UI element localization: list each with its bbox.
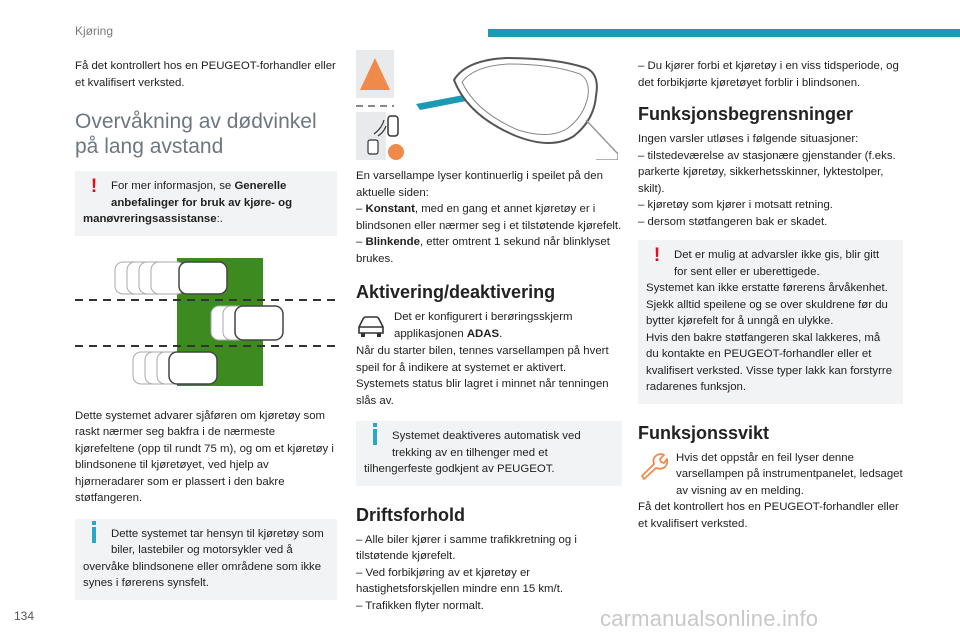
mirror-illustration bbox=[356, 50, 618, 160]
condition-4: – Du kjører forbi et kjøretøy i en viss tidsperiode, og det forbikjørte kjøretøyet forblir i blindsonen. bbox=[638, 60, 899, 89]
activation-paragraph: Når du starter bilen, tennes varsellampen på hvert speil for å indikere at systemet er aktivert. Systemets status blir lagret i minnet når tenningen slås av. bbox=[356, 345, 609, 407]
constant-text: , med en gang et annet kjøretøy er i blindsonen eller nærmer seg i et tilstøtende kjørefelt. bbox=[356, 203, 622, 232]
note-link-text: Generelle anbefalinger for bruk av kjøre- og manøvreringsassistanse bbox=[83, 180, 293, 225]
info-icon bbox=[85, 526, 103, 544]
limit-1: – tilstedeværelse av stasjonære gjenstander (f.eks. parkerte kjøretøy, sikkerhetsskinner, lyktestolper, skilt). bbox=[638, 149, 896, 195]
wrench-icon bbox=[638, 452, 668, 480]
config-row bbox=[356, 309, 622, 343]
intro-paragraph: Få det kontrollert hos en PEUGEOT-forhandler eller et kvalifisert verksted. bbox=[75, 60, 336, 89]
blind-spot-illustration bbox=[75, 254, 337, 394]
fault-row bbox=[638, 450, 903, 500]
adas-label: ADAS bbox=[466, 327, 500, 340]
column-3 bbox=[638, 58, 903, 532]
note-text: Systemet deaktiveres automatisk ved trekking av en tilhenger med et tilhengerfeste godkjent av PEUGEOT. bbox=[364, 430, 581, 475]
condition-3: – Trafikken flyter normalt. bbox=[356, 599, 484, 612]
limits-heading: Funksjonsbegrensninger bbox=[638, 104, 854, 124]
info-note bbox=[75, 519, 337, 600]
column-2 bbox=[356, 50, 622, 614]
mirror-lamp-paragraph: En varsellampe lyser kontinuerlig i speilet på den aktuelle siden: bbox=[356, 170, 603, 199]
warning-note bbox=[75, 171, 337, 236]
operating-heading: Driftsforhold bbox=[356, 504, 465, 525]
section-heading: Overvåkning av dødvinkel på lang avstand bbox=[75, 110, 317, 158]
config-end: . bbox=[499, 327, 503, 340]
activation-heading: Aktivering/deaktivering bbox=[356, 282, 556, 302]
flashing-text: , etter omtrent 1 sekund når blinklyset brukes. bbox=[356, 236, 610, 265]
note-text: Det er mulig at advarsler ikke gis, blir gitt for sent eller er uberettigede. Systemet kan ikke erstatte førerens årvåkenhet. Sjekk alltid speilene og se over skuldrene før du bytter kjørefelt for å unngå en ulykke. Hvis den bakre støtfangeren skal lakkeres, må du kontakte en PEUGEOT-forhandler eller et kvalifisert verksted. Visse typer lakk kan forstyrre radarenes funksjon. bbox=[646, 249, 893, 393]
condition-2: – Ved forbikjøring av et kjøretøy er hastighetsforskjellen mindre enn 15 km/t. bbox=[356, 566, 564, 595]
page-number: 134 bbox=[14, 609, 35, 623]
note-text: For mer informasjon, se bbox=[111, 180, 235, 192]
fault-paragraph-2: Få det kontrollert hos en PEUGEOT-forhandler eller et kvalifisert verksted. bbox=[638, 501, 899, 530]
car-front-icon bbox=[356, 311, 386, 339]
limit-2: – kjøretøy som kjører i motsatt retning. bbox=[638, 199, 833, 211]
lamp-state-constant bbox=[356, 201, 622, 234]
watermark: carmanualsonline.info bbox=[600, 606, 819, 631]
flashing-label: Blinkende bbox=[365, 236, 420, 248]
constant-label: Konstant bbox=[365, 203, 415, 215]
dash: – bbox=[356, 236, 366, 248]
info-icon bbox=[366, 428, 384, 446]
config-text: Det er konfigurert i berøringsskjerm applikasjonen bbox=[394, 311, 573, 340]
condition-1: – Alle biler kjører i samme trafikkretning og i tilstøtende kjørefelt. bbox=[356, 533, 577, 562]
note-text: Dette systemet tar hensyn til kjøretøy som biler, lastebiler og motorsykler ved å overvåke blindsonene eller områdene som ikke synes i førerens synsfelt. bbox=[83, 527, 324, 589]
warning-icon: ! bbox=[90, 176, 98, 197]
limit-3: – dersom støtfangeren bak er skadet. bbox=[638, 215, 828, 228]
limits-intro: Ingen varsler utløses i følgende situasjoner: bbox=[638, 133, 859, 145]
lamp-state-flashing bbox=[356, 234, 622, 267]
section-title: Kjøring bbox=[75, 24, 114, 38]
description-paragraph: Dette systemet advarer sjåføren om kjøretøy som raskt nærmer seg bakfra i de nærmeste kjørefeltene (opp til rundt 75 m), og om et kjøretøy i blindsonene til kjøretøyet, ved hjelp av hjørneradarer som er plassert i den bakre støtfangeren. bbox=[75, 409, 334, 504]
warning-note-limits bbox=[638, 240, 903, 404]
warning-icon: ! bbox=[653, 245, 661, 266]
fault-text: Hvis det oppstår en feil lyser denne varsellampen på instrumentpanelet, ledsaget av visning av en melding. bbox=[676, 451, 903, 497]
info-note-trailer bbox=[356, 421, 622, 486]
note-text-end: :. bbox=[216, 213, 223, 225]
column-1 bbox=[75, 58, 337, 610]
dash: – bbox=[356, 203, 366, 215]
fault-heading: Funksjonssvikt bbox=[638, 422, 770, 443]
header-accent-bar bbox=[488, 29, 960, 37]
